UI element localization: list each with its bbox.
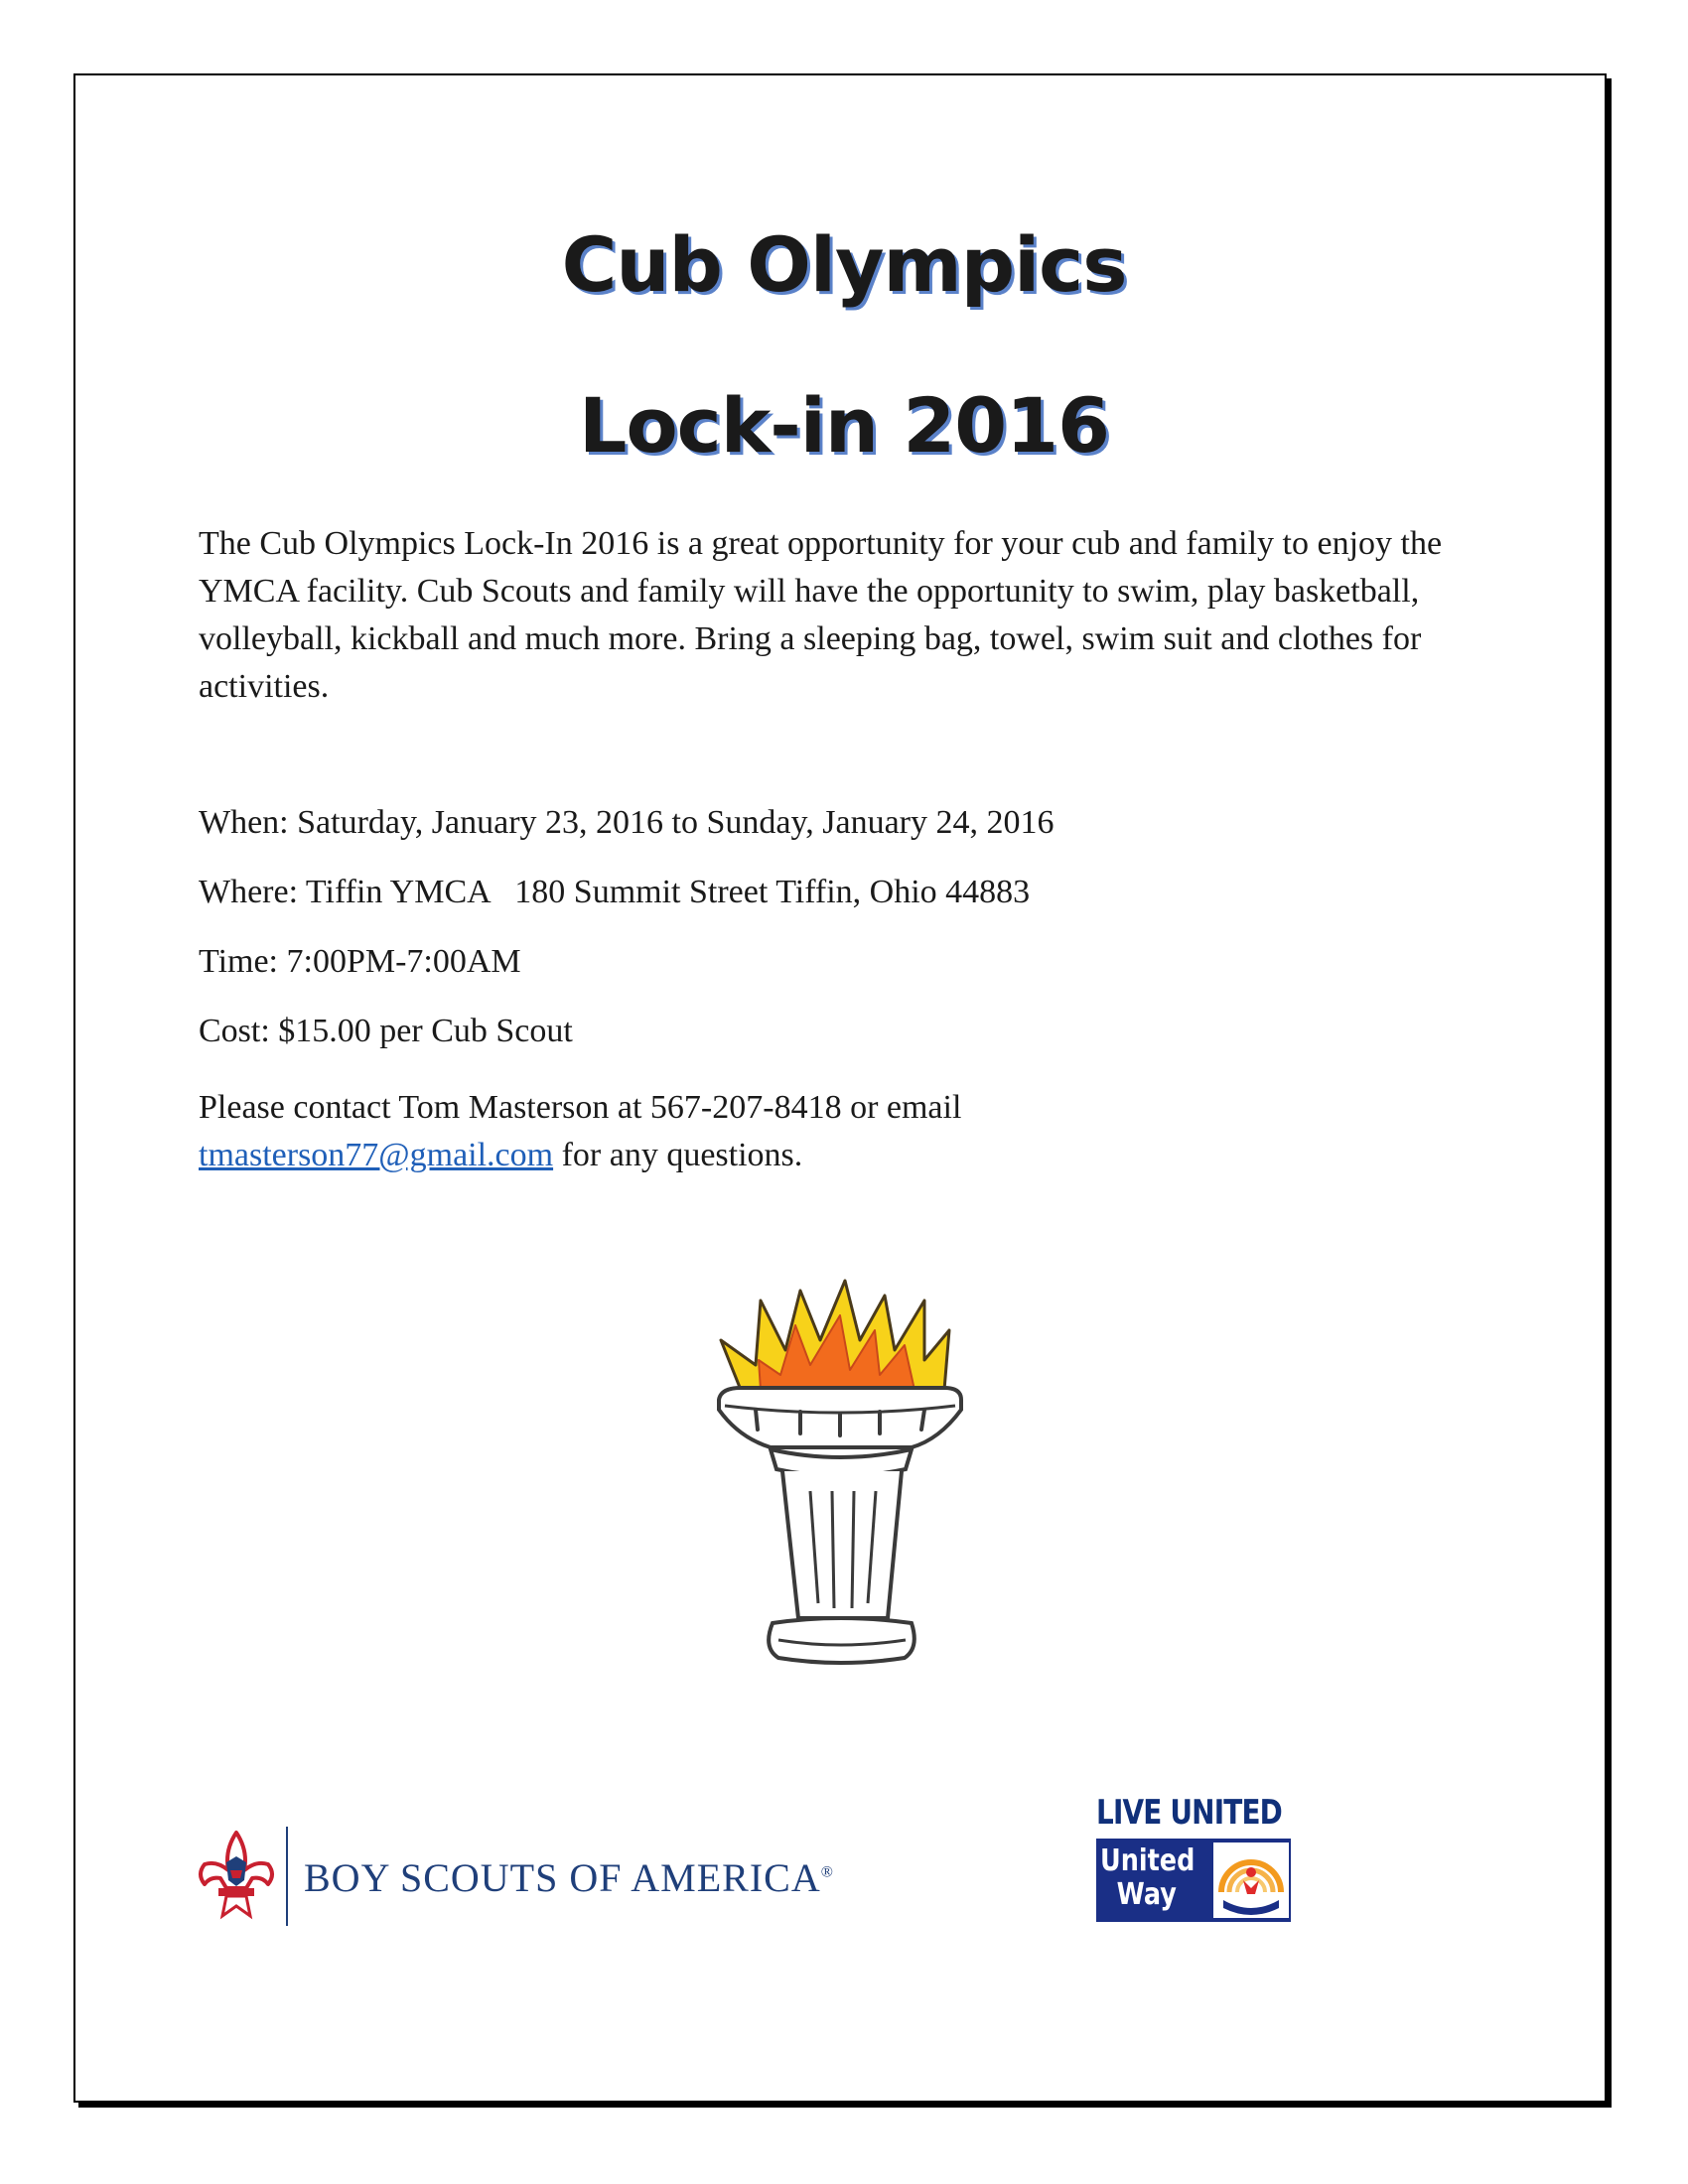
bsa-wordmark bbox=[304, 1854, 834, 1901]
time-line: Time: 7:00PM-7:00AM bbox=[199, 943, 521, 980]
cost-line: Cost: $15.00 per Cub Scout bbox=[199, 1013, 573, 1049]
contact-email-link[interactable]: tmasterson77@gmail.com bbox=[199, 1137, 554, 1173]
contact-suffix: for any questions. bbox=[553, 1137, 803, 1173]
bsa-divider bbox=[286, 1827, 288, 1926]
fleur-de-lis-icon bbox=[197, 1827, 276, 1926]
bsa-logo bbox=[197, 1827, 832, 1926]
title-line-1: Cub Olympics bbox=[561, 220, 1127, 309]
united-way-logo bbox=[1096, 1793, 1295, 1922]
when-line: When: Saturday, January 23, 2016 to Sunday, January 24, 2016 bbox=[199, 804, 1055, 841]
united-way-text: United Way bbox=[1100, 1843, 1196, 1912]
bsa-name: BOY SCOUTS OF AMERICA bbox=[304, 1855, 821, 1900]
united-way-box bbox=[1096, 1839, 1291, 1922]
live-united-text: LIVE UNITED bbox=[1096, 1793, 1282, 1833]
bsa-registered-mark: ® bbox=[820, 1863, 834, 1881]
contact-prefix: Please contact Tom Masterson at 567-207-8418 or email bbox=[199, 1089, 962, 1126]
where-line: Where: Tiffin YMCA 180 Summit Street Tiffin, Ohio 44883 bbox=[199, 874, 1031, 910]
torch-icon bbox=[701, 1271, 981, 1688]
intro-paragraph: The Cub Olympics Lock-In 2016 is a great opportunity for your cub and family to enjoy the YMCA facility. Cub Scouts and family will have the opportunity to swim, play basketball, volleyball, kickball and much more. Bring a sleeping bag, towel, swim suit and clothes for activities. bbox=[199, 525, 1443, 705]
title-line-2: Lock-in 2016 bbox=[579, 381, 1109, 470]
united-way-emblem-icon bbox=[1213, 1843, 1289, 1918]
contact-paragraph bbox=[199, 1084, 1509, 1179]
